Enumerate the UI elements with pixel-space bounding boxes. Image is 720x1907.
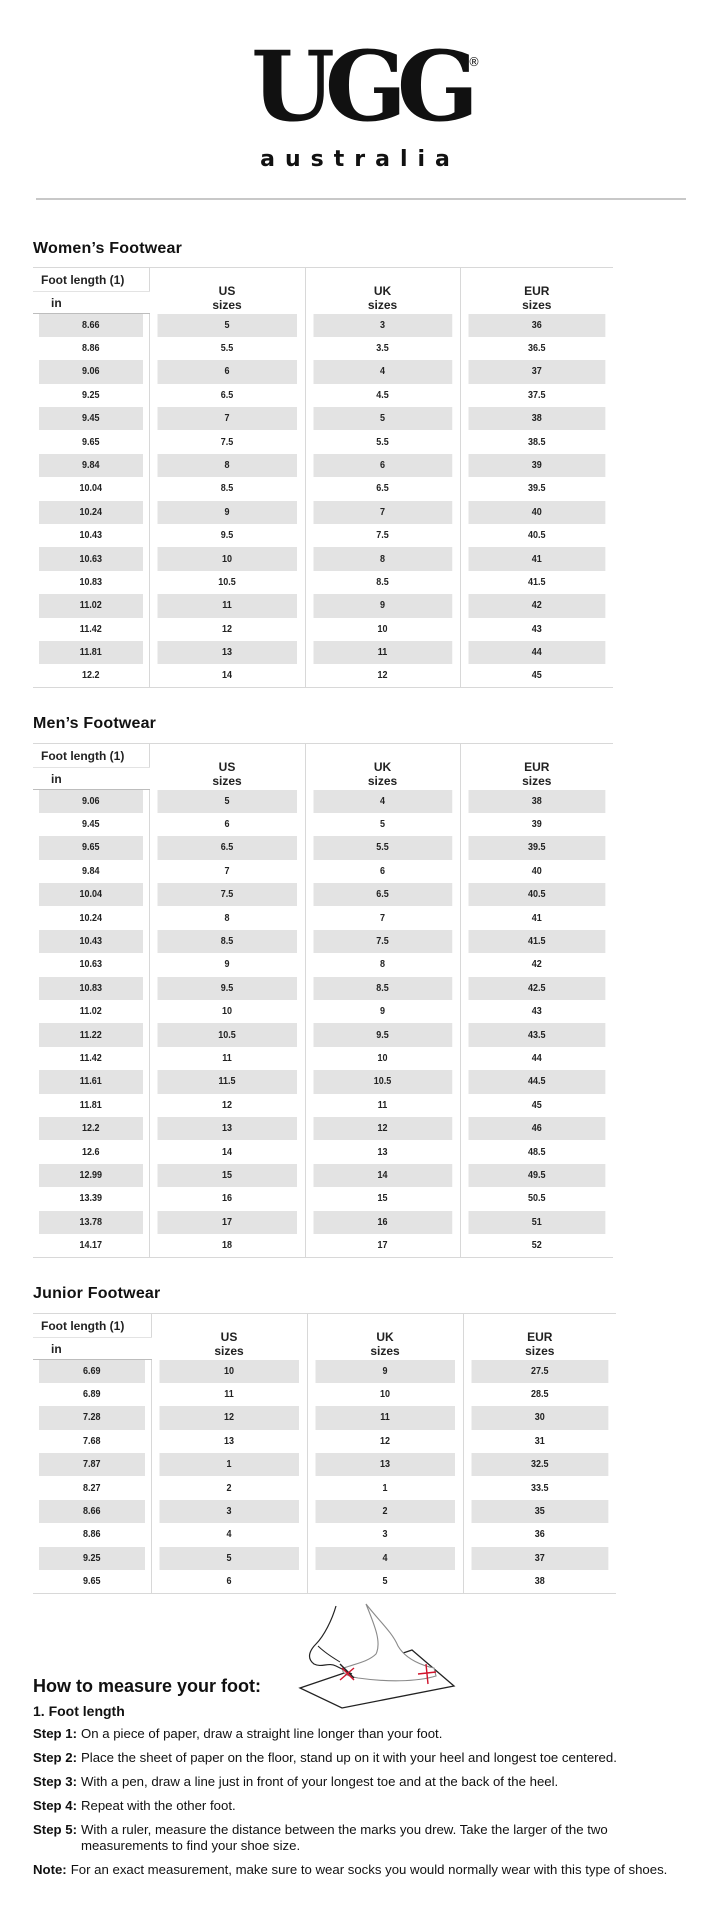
uk-size-cell: 9 — [313, 594, 453, 617]
foot-length-cell: 10.83 — [39, 571, 143, 594]
table-row — [33, 1547, 616, 1570]
eur-size-cell: 43.5 — [468, 1023, 606, 1046]
foot-length-cell: 9.84 — [39, 454, 143, 477]
women-size-table — [33, 267, 613, 688]
uk-size-cell: 5.5 — [313, 836, 453, 859]
table-row — [33, 1023, 613, 1046]
step-3 — [33, 1774, 693, 1790]
uk-size-cell: 7.5 — [313, 524, 453, 547]
us-size-cell: 8 — [157, 454, 297, 477]
table-row — [33, 337, 613, 360]
step-label: Step 3: — [33, 1774, 77, 1789]
us-size-cell: 14 — [157, 1140, 297, 1163]
uk-sizes-header: UK sizes — [305, 268, 460, 314]
us-size-cell: 2 — [159, 1476, 299, 1499]
step-4 — [33, 1798, 693, 1814]
foot-length-cell: 9.06 — [39, 790, 143, 813]
eur-size-cell: 41.5 — [527, 576, 546, 588]
uk-size-cell: 6.5 — [313, 883, 453, 906]
foot-length-cell: 7.28 — [39, 1406, 145, 1429]
us-size-cell: 1 — [159, 1453, 299, 1476]
uk-size-cell: 5 — [313, 813, 453, 836]
foot-length-cell: 10.43 — [39, 524, 143, 547]
table-row — [33, 1500, 616, 1523]
eur-size-cell: 51 — [468, 1211, 606, 1234]
table-row — [33, 477, 613, 500]
us-size-cell: 6 — [157, 813, 297, 836]
us-size-cell: 5 — [159, 1547, 299, 1570]
table-row — [33, 813, 613, 836]
eur-size-cell: 40.5 — [527, 530, 546, 542]
foot-length-unit: in — [33, 1338, 151, 1360]
logo-tagline: australia — [260, 147, 460, 172]
us-size-cell: 12 — [157, 618, 297, 641]
table-row — [33, 571, 613, 594]
us-size-cell: 11 — [157, 594, 297, 617]
junior-size-table — [33, 1313, 616, 1594]
uk-size-cell: 10 — [313, 1047, 453, 1070]
uk-size-cell: 8 — [313, 547, 453, 570]
foot-length-cell: 6.69 — [39, 1360, 145, 1383]
uk-size-cell: 11 — [313, 641, 453, 664]
foot-length-header: Foot length (1) — [33, 1314, 151, 1338]
us-size-cell: 8.5 — [157, 930, 297, 953]
eur-size-cell: 38 — [468, 407, 606, 430]
uk-size-cell: 7 — [313, 906, 453, 929]
table-row — [33, 977, 613, 1000]
table-row — [33, 953, 613, 976]
table-row — [33, 407, 613, 430]
uk-sizes-header: UK sizes — [307, 1314, 463, 1360]
foot-length-cell: 11.81 — [39, 1094, 143, 1117]
foot-length-header: Foot length (1) — [33, 268, 149, 292]
foot-length-cell: 11.02 — [39, 1000, 143, 1023]
table-row — [33, 883, 613, 906]
eur-size-cell: 39.5 — [468, 836, 606, 859]
table-row — [33, 1211, 613, 1234]
uk-size-cell: 13 — [315, 1453, 455, 1476]
note-text: For an exact measurement, make sure to wear socks you would normally wear with this type of shoes. — [70, 1862, 668, 1877]
men-section-title: Men’s Footwear — [33, 715, 157, 732]
table-row — [33, 1117, 613, 1140]
table-row — [33, 314, 613, 337]
us-size-cell: 10 — [157, 547, 297, 570]
uk-size-cell: 6 — [313, 454, 453, 477]
table-row — [33, 1406, 616, 1429]
foot-length-cell: 12.2 — [39, 1117, 143, 1140]
uk-size-cell: 16 — [313, 1211, 453, 1234]
table-row — [33, 1570, 616, 1593]
eur-sizes-header: EUR sizes — [460, 268, 613, 314]
table-row — [33, 1047, 613, 1070]
table-row — [33, 1070, 613, 1093]
us-size-cell: 5 — [157, 790, 297, 813]
us-size-cell: 10.5 — [157, 1023, 297, 1046]
us-size-cell: 18 — [157, 1234, 297, 1257]
us-sizes-header: US sizes — [149, 268, 305, 314]
foot-length-unit: in — [33, 768, 149, 790]
table-row — [33, 618, 613, 641]
us-size-cell: 5 — [157, 314, 297, 337]
uk-size-cell: 3 — [315, 1523, 455, 1546]
us-size-cell: 6 — [159, 1570, 299, 1593]
foot-length-cell: 12.2 — [39, 664, 143, 687]
foot-length-cell: 8.66 — [39, 314, 143, 337]
measure-steps — [33, 1726, 693, 1886]
eur-size-cell: 35 — [471, 1500, 609, 1523]
foot-length-cell: 11.42 — [39, 618, 143, 641]
step-label: Step 2: — [33, 1750, 77, 1765]
eur-size-cell: 37 — [471, 1547, 609, 1570]
eur-size-cell: 44 — [531, 1052, 542, 1064]
uk-size-cell: 5 — [313, 407, 453, 430]
foot-length-cell: 9.45 — [39, 813, 143, 836]
eur-size-cell: 39.5 — [527, 483, 546, 495]
table-row — [33, 547, 613, 570]
us-size-cell: 3 — [159, 1500, 299, 1523]
us-size-cell: 10.5 — [157, 571, 297, 594]
eur-size-cell: 42 — [468, 594, 606, 617]
eur-size-cell: 33.5 — [530, 1482, 549, 1494]
foot-length-cell: 13.78 — [39, 1211, 143, 1234]
uk-size-cell: 15 — [313, 1187, 453, 1210]
eur-size-cell: 28.5 — [530, 1389, 549, 1401]
foot-length-cell: 9.25 — [39, 384, 143, 407]
step-text: On a piece of paper, draw a straight line longer than your foot. — [80, 1726, 443, 1741]
eur-sizes-header: EUR sizes — [463, 1314, 616, 1360]
uk-size-cell: 6 — [313, 860, 453, 883]
eur-size-cell: 36 — [468, 314, 606, 337]
us-size-cell: 12 — [159, 1406, 299, 1429]
us-size-cell: 9 — [157, 501, 297, 524]
foot-length-cell: 9.25 — [39, 1547, 145, 1570]
table-row — [33, 1187, 613, 1210]
eur-size-cell: 46 — [468, 1117, 606, 1140]
table-row — [33, 454, 613, 477]
registered-mark: ® — [468, 55, 480, 69]
foot-length-cell: 12.99 — [39, 1164, 143, 1187]
uk-size-cell: 4 — [313, 790, 453, 813]
uk-size-cell: 4 — [315, 1547, 455, 1570]
logo-wordmark: UGG — [251, 38, 469, 143]
table-row — [33, 860, 613, 883]
uk-size-cell: 11 — [313, 1094, 453, 1117]
uk-size-cell: 8.5 — [313, 977, 453, 1000]
eur-size-cell: 36.5 — [527, 343, 546, 355]
foot-length-cell: 9.84 — [39, 860, 143, 883]
eur-size-cell: 38 — [468, 790, 606, 813]
eur-size-cell: 40 — [468, 501, 606, 524]
uk-size-cell: 3.5 — [313, 337, 453, 360]
foot-length-cell: 11.61 — [39, 1070, 143, 1093]
table-row — [33, 641, 613, 664]
uk-sizes-header: UK sizes — [305, 744, 460, 790]
eur-size-cell: 38 — [471, 1570, 609, 1593]
foot-length-cell: 7.87 — [39, 1453, 145, 1476]
foot-length-cell: 10.63 — [39, 953, 143, 976]
eur-size-cell: 41 — [531, 912, 542, 924]
table-row — [33, 1383, 616, 1406]
uk-size-cell: 14 — [313, 1164, 453, 1187]
step-text: Repeat with the other foot. — [80, 1798, 236, 1813]
us-size-cell: 11 — [159, 1383, 299, 1406]
eur-size-cell: 40.5 — [468, 883, 606, 906]
table-row — [33, 1094, 613, 1117]
eur-size-cell: 45 — [468, 664, 606, 687]
foot-length-cell: 7.68 — [39, 1430, 145, 1453]
us-size-cell: 9 — [157, 953, 297, 976]
us-size-cell: 8 — [157, 906, 297, 929]
eur-size-cell: 27.5 — [471, 1360, 609, 1383]
table-row — [33, 1523, 616, 1546]
us-sizes-header: US sizes — [151, 1314, 307, 1360]
eur-size-cell: 42.5 — [468, 977, 606, 1000]
uk-size-cell: 5 — [315, 1570, 455, 1593]
uk-size-cell: 12 — [313, 664, 453, 687]
uk-size-cell: 1 — [315, 1476, 455, 1499]
us-size-cell: 10 — [157, 1000, 297, 1023]
table-row — [33, 906, 613, 929]
table-row — [33, 664, 613, 687]
women-section-title: Women’s Footwear — [33, 240, 182, 257]
us-size-cell: 17 — [157, 1211, 297, 1234]
uk-size-cell: 7 — [313, 501, 453, 524]
uk-size-cell: 10 — [315, 1383, 455, 1406]
eur-size-cell: 44.5 — [468, 1070, 606, 1093]
foot-length-cell: 10.24 — [39, 501, 143, 524]
us-size-cell: 10 — [159, 1360, 299, 1383]
us-size-cell: 13 — [159, 1430, 299, 1453]
foot-length-cell: 14.17 — [39, 1234, 143, 1257]
us-size-cell: 15 — [157, 1164, 297, 1187]
us-size-cell: 5.5 — [157, 337, 297, 360]
foot-length-cell: 8.27 — [39, 1476, 145, 1499]
uk-size-cell: 7.5 — [313, 930, 453, 953]
uk-size-cell: 4.5 — [313, 384, 453, 407]
step-text: With a pen, draw a line just in front of your longest toe and at the back of the heel. — [80, 1774, 559, 1789]
foot-length-cell: 10.24 — [39, 906, 143, 929]
uk-size-cell: 13 — [313, 1140, 453, 1163]
us-size-cell: 9.5 — [157, 977, 297, 1000]
step-label: Step 1: — [33, 1726, 77, 1741]
step-label: Step 5: — [33, 1822, 77, 1837]
foot-length-header: Foot length (1) — [33, 744, 149, 768]
eur-size-cell: 41.5 — [468, 930, 606, 953]
eur-size-cell: 39 — [531, 819, 542, 831]
us-size-cell: 7.5 — [157, 430, 297, 453]
table-row — [33, 360, 613, 383]
foot-length-cell: 11.81 — [39, 641, 143, 664]
eur-size-cell: 40 — [531, 865, 542, 877]
foot-length-cell: 9.65 — [39, 430, 143, 453]
junior-section-title: Junior Footwear — [33, 1285, 161, 1302]
brand-logo — [0, 38, 720, 178]
foot-length-cell: 9.65 — [39, 1570, 145, 1593]
header-divider — [36, 198, 686, 200]
foot-length-cell: 12.6 — [39, 1140, 143, 1163]
uk-size-cell: 17 — [313, 1234, 453, 1257]
us-size-cell: 13 — [157, 1117, 297, 1140]
foot-measure-illustration-icon — [296, 1602, 458, 1710]
uk-size-cell: 10.5 — [313, 1070, 453, 1093]
eur-size-cell: 37 — [468, 360, 606, 383]
uk-size-cell: 8.5 — [313, 571, 453, 594]
eur-size-cell: 48.5 — [527, 1146, 546, 1158]
foot-length-cell: 10.04 — [39, 477, 143, 500]
step-1 — [33, 1726, 693, 1742]
eur-size-cell: 41 — [468, 547, 606, 570]
us-sizes-header: US sizes — [149, 744, 305, 790]
us-size-cell: 14 — [157, 664, 297, 687]
foot-length-cell: 8.86 — [39, 1523, 145, 1546]
us-size-cell: 7 — [157, 407, 297, 430]
note — [33, 1862, 693, 1878]
table-row — [33, 1000, 613, 1023]
foot-length-cell: 13.39 — [39, 1187, 143, 1210]
foot-length-cell: 6.89 — [39, 1383, 145, 1406]
eur-size-cell: 52 — [468, 1234, 606, 1257]
foot-length-cell: 8.66 — [39, 1500, 145, 1523]
foot-length-cell: 9.45 — [39, 407, 143, 430]
foot-length-cell: 9.06 — [39, 360, 143, 383]
eur-size-cell: 42 — [531, 959, 542, 971]
eur-size-cell: 37.5 — [527, 389, 546, 401]
foot-length-cell: 10.63 — [39, 547, 143, 570]
table-row — [33, 430, 613, 453]
table-row — [33, 790, 613, 813]
measure-title: How to measure your foot: — [33, 1676, 262, 1696]
step-label: Step 4: — [33, 1798, 77, 1813]
us-size-cell: 16 — [157, 1187, 297, 1210]
eur-size-cell: 49.5 — [468, 1164, 606, 1187]
uk-size-cell: 4 — [313, 360, 453, 383]
step-2 — [33, 1750, 693, 1766]
uk-size-cell: 10 — [313, 618, 453, 641]
eur-size-cell: 30 — [471, 1406, 609, 1429]
uk-size-cell: 2 — [315, 1500, 455, 1523]
uk-size-cell: 11 — [315, 1406, 455, 1429]
note-label: Note: — [33, 1862, 67, 1877]
uk-size-cell: 6.5 — [313, 477, 453, 500]
eur-size-cell: 44 — [468, 641, 606, 664]
us-size-cell: 4 — [159, 1523, 299, 1546]
us-size-cell: 6.5 — [157, 384, 297, 407]
foot-length-cell: 10.43 — [39, 930, 143, 953]
foot-length-cell: 11.22 — [39, 1023, 143, 1046]
step-5 — [33, 1822, 693, 1854]
uk-size-cell: 9.5 — [313, 1023, 453, 1046]
measure-subtitle: 1. Foot length — [33, 1703, 125, 1719]
table-row — [33, 1234, 613, 1257]
men-size-table — [33, 743, 613, 1258]
eur-size-cell: 50.5 — [527, 1193, 546, 1205]
step-text: With a ruler, measure the distance between the marks you drew. Take the larger of the two measurements to find your shoe size. — [80, 1822, 608, 1853]
uk-size-cell: 9 — [313, 1000, 453, 1023]
foot-length-unit: in — [33, 292, 149, 314]
uk-size-cell: 9 — [315, 1360, 455, 1383]
table-row — [33, 930, 613, 953]
foot-length-cell: 10.83 — [39, 977, 143, 1000]
us-size-cell: 7 — [157, 860, 297, 883]
table-row — [33, 594, 613, 617]
foot-length-cell: 11.02 — [39, 594, 143, 617]
table-row — [33, 1476, 616, 1499]
table-row — [33, 836, 613, 859]
eur-size-cell: 45 — [531, 1099, 542, 1111]
table-row — [33, 1164, 613, 1187]
foot-length-cell: 10.04 — [39, 883, 143, 906]
uk-size-cell: 12 — [315, 1430, 455, 1453]
uk-size-cell: 12 — [313, 1117, 453, 1140]
eur-size-cell: 32.5 — [471, 1453, 609, 1476]
table-row — [33, 501, 613, 524]
step-text: Place the sheet of paper on the floor, stand up on it with your heel and longest toe centered. — [80, 1750, 617, 1765]
foot-length-cell: 11.42 — [39, 1047, 143, 1070]
us-size-cell: 7.5 — [157, 883, 297, 906]
eur-size-cell: 39 — [468, 454, 606, 477]
table-row — [33, 1430, 616, 1453]
foot-length-cell: 9.65 — [39, 836, 143, 859]
us-size-cell: 12 — [157, 1094, 297, 1117]
us-size-cell: 6 — [157, 360, 297, 383]
us-size-cell: 6.5 — [157, 836, 297, 859]
eur-sizes-header: EUR sizes — [460, 744, 613, 790]
uk-size-cell: 5.5 — [313, 430, 453, 453]
us-size-cell: 13 — [157, 641, 297, 664]
eur-size-cell: 36 — [534, 1529, 545, 1541]
table-row — [33, 1453, 616, 1476]
us-size-cell: 11.5 — [157, 1070, 297, 1093]
eur-size-cell: 38.5 — [527, 436, 546, 448]
table-row — [33, 1140, 613, 1163]
us-size-cell: 8.5 — [157, 477, 297, 500]
foot-length-cell: 8.86 — [39, 337, 143, 360]
us-size-cell: 9.5 — [157, 524, 297, 547]
uk-size-cell: 8 — [313, 953, 453, 976]
eur-size-cell: 43 — [531, 623, 542, 635]
table-row — [33, 384, 613, 407]
eur-size-cell: 43 — [531, 1006, 542, 1018]
uk-size-cell: 3 — [313, 314, 453, 337]
us-size-cell: 11 — [157, 1047, 297, 1070]
table-row — [33, 1360, 616, 1383]
table-row — [33, 524, 613, 547]
eur-size-cell: 31 — [534, 1435, 545, 1447]
